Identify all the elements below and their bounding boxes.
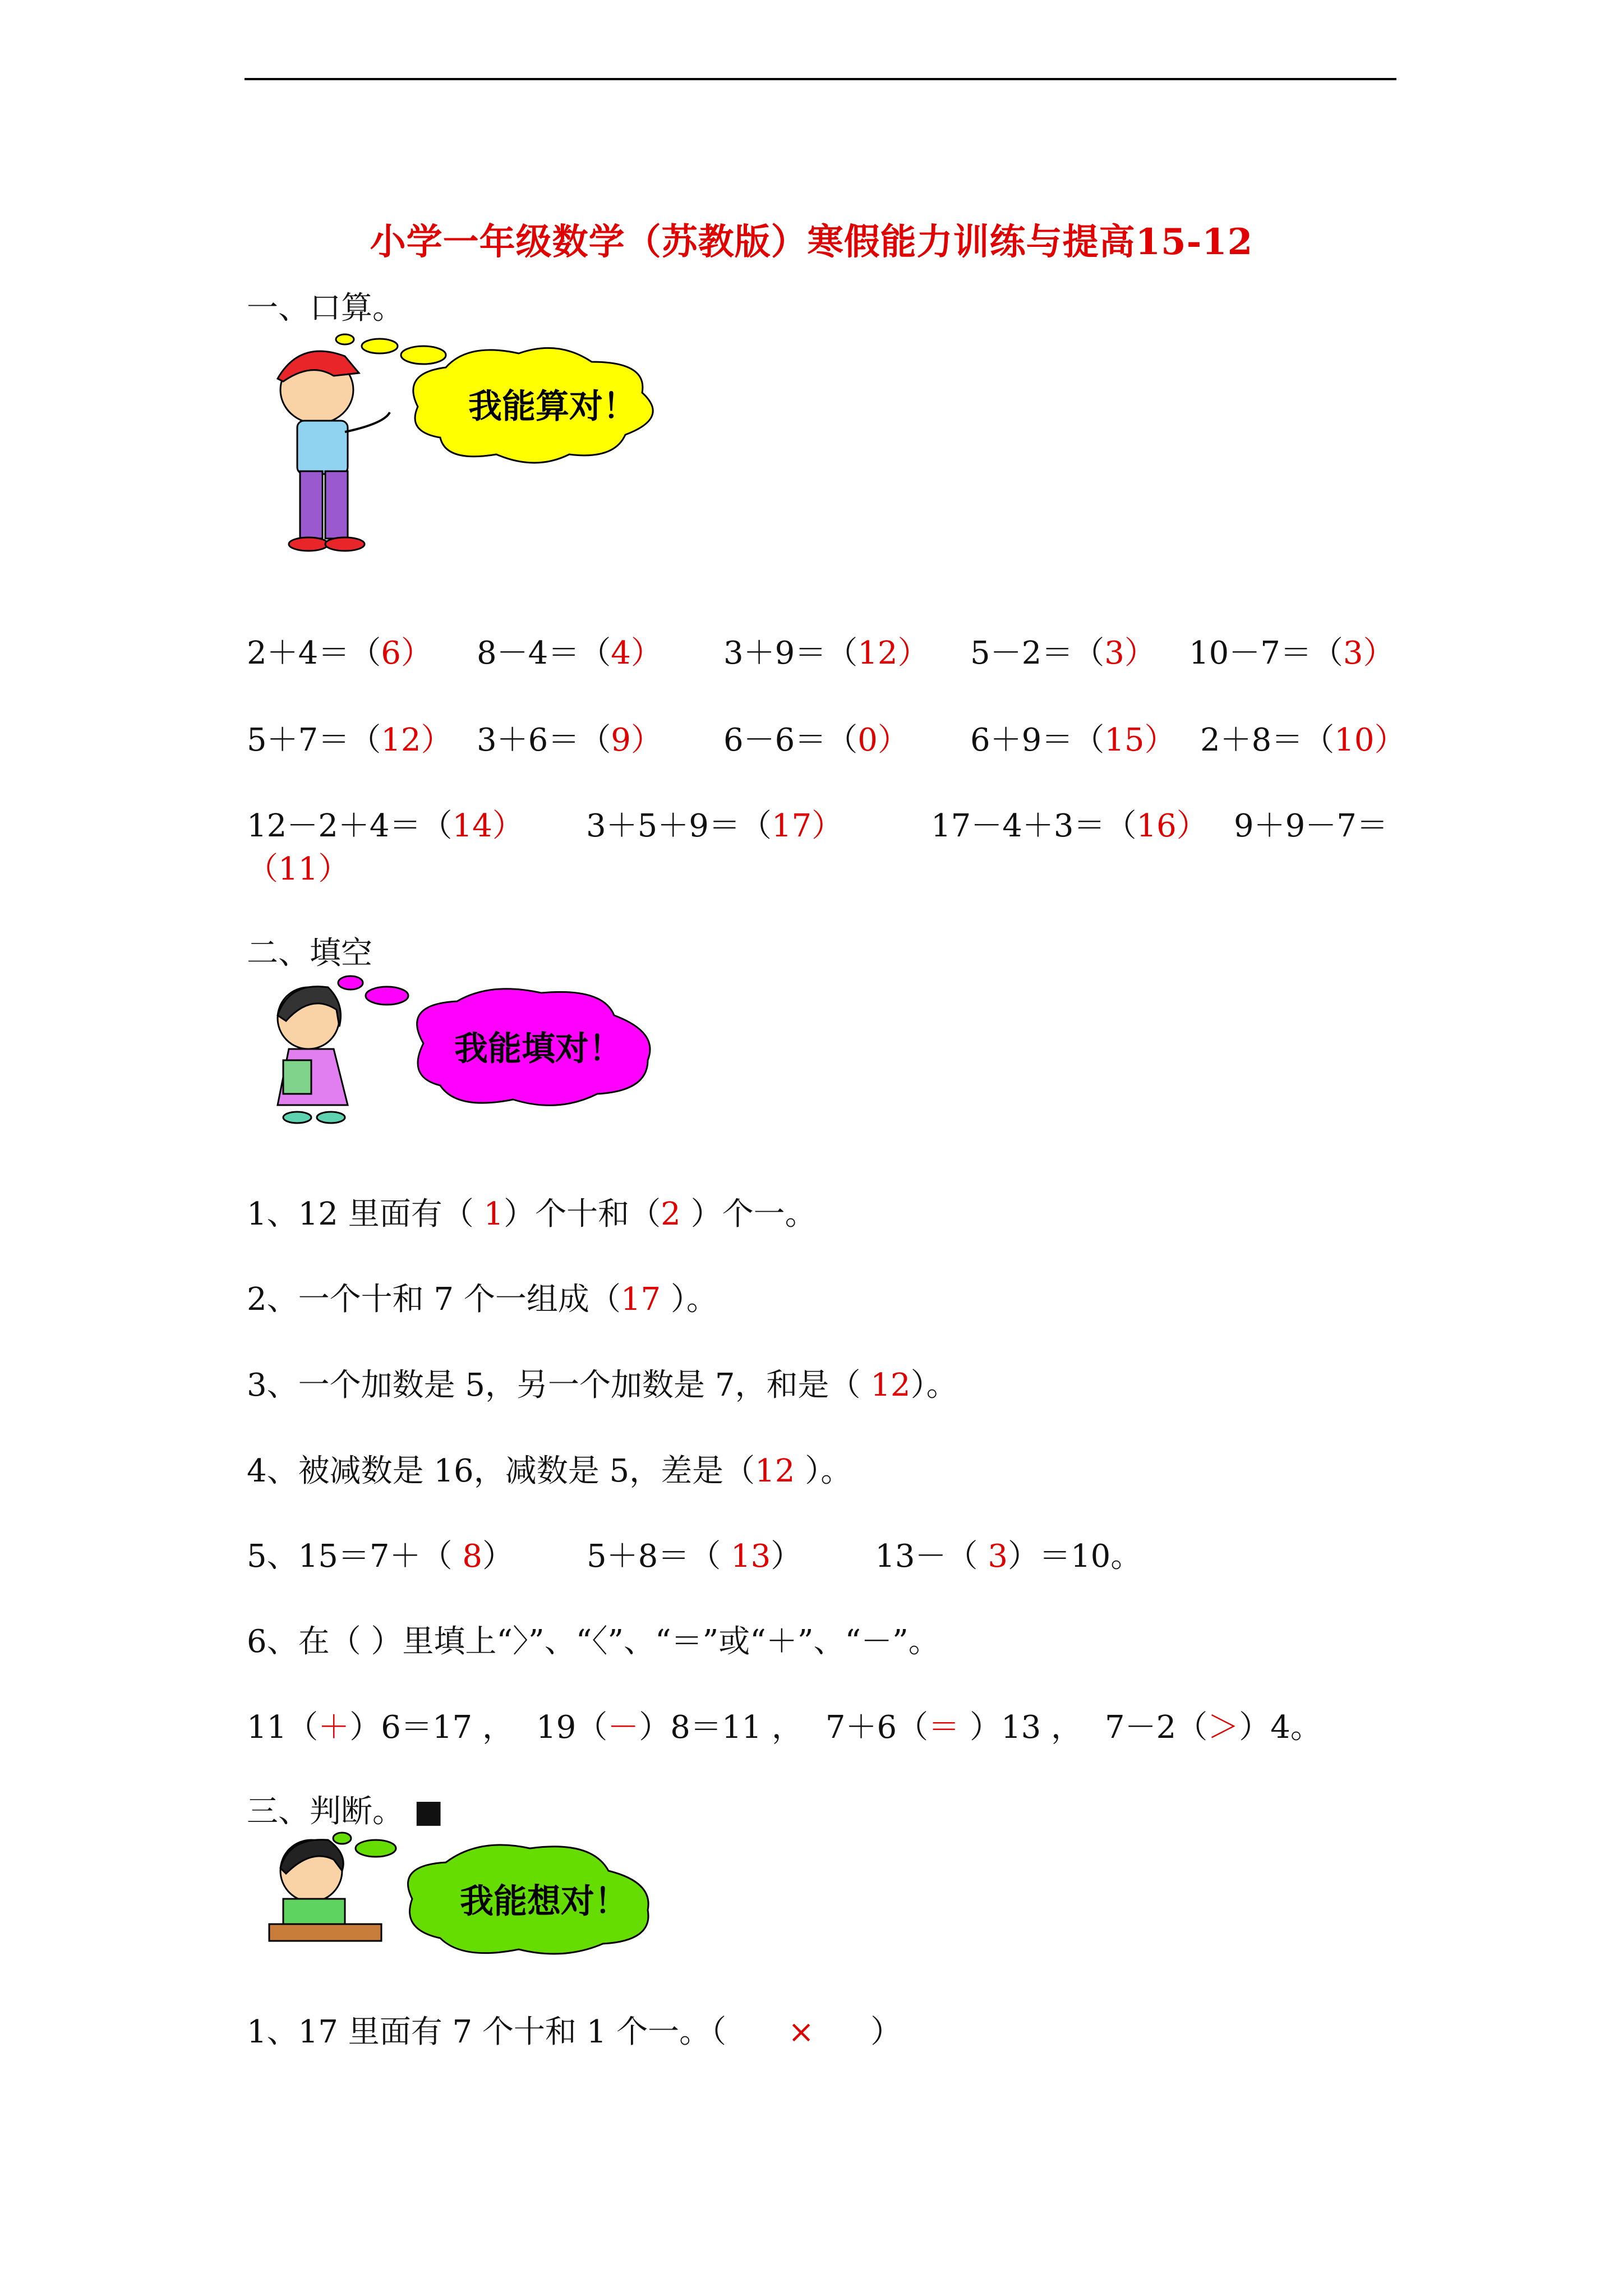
equation-text: ）13 ， xyxy=(960,1709,1083,1746)
answer-value: － xyxy=(607,1709,639,1746)
fill-blank-item-5 xyxy=(247,1531,1142,1576)
comparison-group xyxy=(1105,1709,1322,1746)
answer-close: ） xyxy=(897,635,929,671)
equation-text: 2＋8＝（ xyxy=(1200,722,1335,758)
question-text: ）。 xyxy=(910,1367,958,1404)
oral-equation xyxy=(723,715,909,760)
question-text: ）个一。 xyxy=(680,1196,817,1232)
equation-text: 9＋9－7＝ xyxy=(1234,808,1388,844)
answer-value: 9 xyxy=(611,722,631,758)
oral-equation xyxy=(247,715,453,760)
answer-value: 15 xyxy=(1104,722,1145,758)
boy-figure-icon xyxy=(278,351,390,551)
equation-group xyxy=(587,1538,802,1575)
answer-close: ） xyxy=(400,635,432,671)
answer-close: ） xyxy=(1176,808,1208,844)
section3-heading: 三、判断。 ■ xyxy=(247,1793,444,1830)
answer-value: 3 xyxy=(988,1538,1008,1575)
equation-text: 7－2（ xyxy=(1105,1709,1208,1746)
item-label: 5、 xyxy=(247,1538,298,1575)
header-rule xyxy=(245,78,1396,80)
question-text: ）。 xyxy=(795,1453,852,1489)
answer-close: ） xyxy=(630,635,662,671)
answer-close: ） xyxy=(492,808,524,844)
equation-group xyxy=(875,1538,1142,1575)
equation-text: 10－7＝（ xyxy=(1189,635,1343,671)
equation-text: 17－4＋3＝（ xyxy=(931,808,1137,844)
answer-value: 17 xyxy=(771,808,812,844)
answer-close: ） xyxy=(1374,722,1406,758)
page-title: 小学一年级数学（苏教版）寒假能力训练与提高15-12 xyxy=(370,221,1253,263)
answer-value: 13 xyxy=(731,1538,771,1575)
equation-text: ） xyxy=(771,1538,803,1575)
answer-value: 0 xyxy=(857,722,878,758)
answer-value: 1 xyxy=(483,1196,504,1232)
thought-bubble-magenta-icon xyxy=(338,976,650,1105)
answer-close: ） xyxy=(1144,722,1176,758)
bubble2-text: 我能填对！ xyxy=(454,1029,623,1069)
answer-value: 17 xyxy=(620,1281,661,1318)
answer-value: ＋ xyxy=(318,1709,350,1746)
girl-figure-icon xyxy=(278,987,348,1123)
fill-blank-item xyxy=(247,1189,817,1234)
answer-close: ） xyxy=(877,722,909,758)
equation-text: ）8＝11 ， xyxy=(639,1709,803,1746)
equation-text: 7＋6（ xyxy=(825,1709,929,1746)
section2-heading: 二、填空 xyxy=(247,935,372,972)
answer-close: ） xyxy=(630,722,662,758)
question-text: 3、一个加数是 5，另一个加数是 7，和是（ xyxy=(247,1367,871,1404)
equation-text: 19（ xyxy=(536,1709,608,1746)
answer-value: 3 xyxy=(1343,635,1363,671)
equation-text: 8－4＝（ xyxy=(477,635,611,671)
boy-desk-illustration xyxy=(266,1826,726,1961)
oral-equation xyxy=(1234,801,1388,846)
equation-group xyxy=(298,1538,514,1575)
answer-value: 2 xyxy=(661,1196,681,1232)
equation-text: 5＋8＝（ xyxy=(586,1538,731,1575)
answer-value: ＞ xyxy=(1207,1709,1239,1746)
equation-text: 15＝7＋（ xyxy=(298,1538,463,1575)
oral-equation xyxy=(586,801,843,846)
question-text: 2、一个十和 7 个一组成（ xyxy=(247,1281,621,1318)
equation-text: 5＋7＝（ xyxy=(247,722,381,758)
comparison-answers xyxy=(247,1703,1344,1747)
equation-text: 3＋5＋9＝（ xyxy=(586,808,772,844)
answer-value: 4 xyxy=(611,635,631,671)
equation-text: ）6＝17 ， xyxy=(349,1709,514,1746)
girl-thinking-illustration xyxy=(255,970,726,1139)
oral-equation xyxy=(723,628,929,673)
fill-blank-item-6: 6、在（ ）里填上“〉”、“〈”、“＝”或“＋”、“－”。 xyxy=(247,1623,940,1660)
oral-equation xyxy=(970,628,1156,673)
equation-text: ）＝10。 xyxy=(1008,1538,1142,1575)
equation-text: 3＋6＝（ xyxy=(477,722,611,758)
equation-text: ）4。 xyxy=(1239,1709,1322,1746)
question-text: ） xyxy=(870,2014,902,2050)
answer-close: ） xyxy=(1124,635,1156,671)
answer-close: ） xyxy=(811,808,843,844)
question-text: ）个十和（ xyxy=(504,1196,661,1232)
answer-value: 16 xyxy=(1136,808,1177,844)
comparison-group xyxy=(826,1709,1082,1746)
comparison-group xyxy=(536,1709,803,1746)
question-text: 1、17 里面有 7 个十和 1 个一。（ xyxy=(247,2014,727,2050)
answer-value: 3 xyxy=(1104,635,1124,671)
oral-equation xyxy=(970,715,1176,760)
equation-text: 6＋9＝（ xyxy=(970,722,1105,758)
oral-equation xyxy=(247,801,524,846)
equation-text: 6－6＝（ xyxy=(723,722,858,758)
wrapped-answer: （11） xyxy=(247,851,350,887)
answer-close: ） xyxy=(1363,635,1395,671)
section1-heading: 一、口算。 xyxy=(247,290,404,326)
judgement-item xyxy=(247,2007,902,2052)
answer-value: 12 xyxy=(870,1367,911,1404)
equation-text: 5－2＝（ xyxy=(970,635,1105,671)
fill-blank-item xyxy=(247,1446,852,1491)
equation-text: 3＋9＝（ xyxy=(723,635,858,671)
answer-value: 14 xyxy=(452,808,492,844)
answer-value: 12 xyxy=(857,635,898,671)
equation-text: 2＋4＝（ xyxy=(247,635,381,671)
question-text: 4、被减数是 16，减数是 5，差是（ xyxy=(247,1453,755,1489)
oral-equation xyxy=(477,628,662,673)
oral-equation xyxy=(247,628,432,673)
question-text: ）。 xyxy=(661,1281,718,1318)
bubble1-text: 我能算对！ xyxy=(468,387,637,426)
fill-blank-item xyxy=(247,1360,958,1405)
oral-equation xyxy=(931,801,1208,846)
answer-value: ＝ xyxy=(928,1709,960,1746)
oral-equation xyxy=(1200,715,1406,760)
equation-text: 11（ xyxy=(247,1709,319,1746)
answer-value: 8 xyxy=(462,1538,482,1575)
comparison-group xyxy=(247,1709,514,1746)
oral-equation xyxy=(477,715,662,760)
bubble3-text: 我能想对！ xyxy=(460,1882,628,1921)
answer-mark: × xyxy=(788,2014,815,2050)
question-text: 1、12 里面有（ xyxy=(247,1196,484,1232)
boy-thinking-illustration xyxy=(255,328,737,569)
answer-close: ） xyxy=(421,722,453,758)
answer-value: 12 xyxy=(381,722,421,758)
thought-bubble-yellow-icon xyxy=(336,334,653,463)
equation-text: 13－（ xyxy=(875,1538,988,1575)
answer-value: 12 xyxy=(755,1453,795,1489)
fill-blank-item xyxy=(247,1274,718,1319)
answer-value: 10 xyxy=(1334,722,1375,758)
oral-equation xyxy=(1189,628,1395,673)
answer-value: 6 xyxy=(381,635,401,671)
equation-text: ） xyxy=(482,1538,514,1575)
equation-text: 12－2＋4＝（ xyxy=(247,808,453,844)
